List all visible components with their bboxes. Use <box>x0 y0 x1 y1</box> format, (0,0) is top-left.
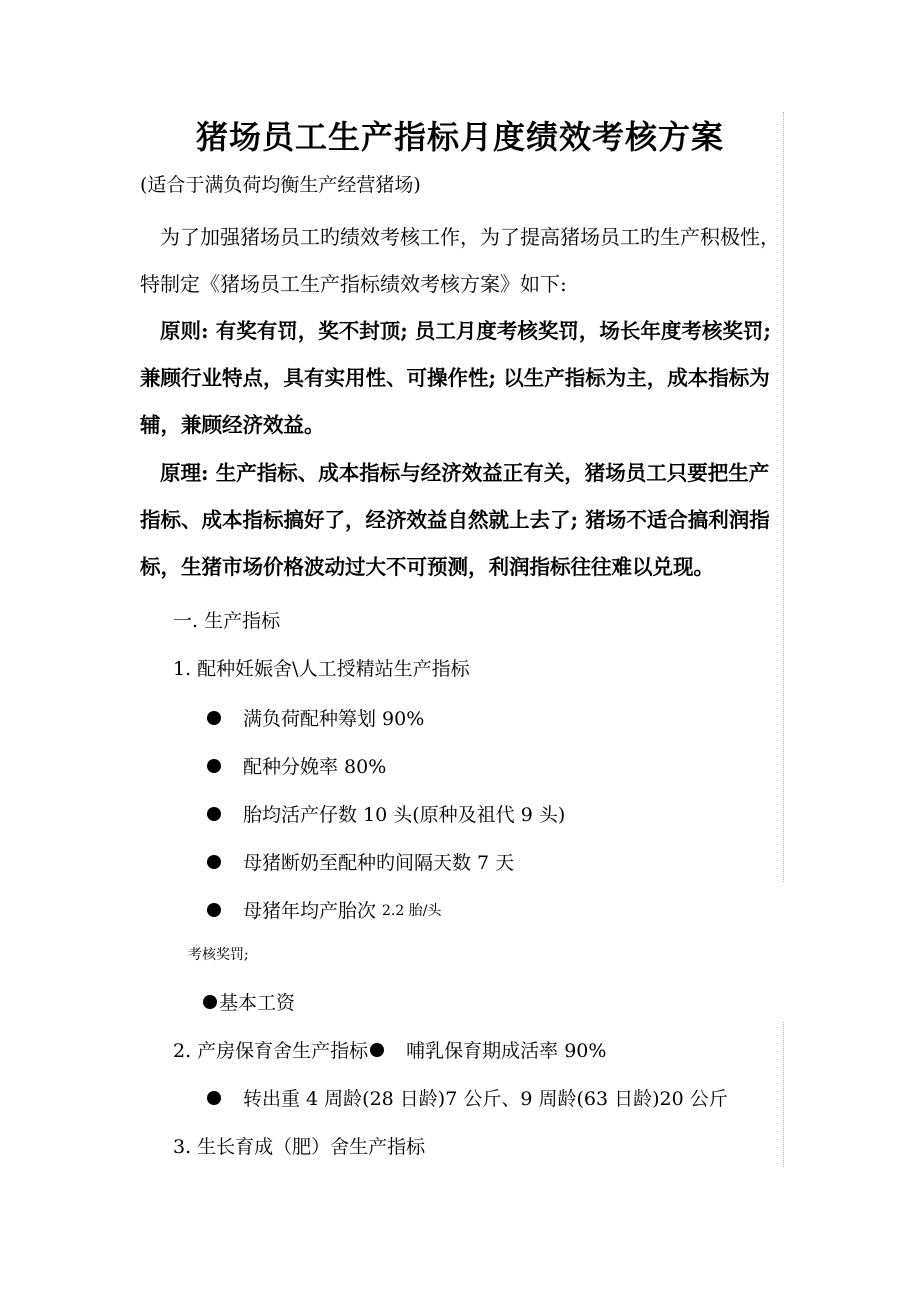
list-item-text: 基本工资 <box>219 992 296 1014</box>
bullet-icon <box>207 855 221 869</box>
bullet-icon <box>207 711 221 725</box>
margin-line <box>783 1022 784 1167</box>
list-item <box>207 896 441 923</box>
bullet-icon <box>370 1043 384 1057</box>
section-heading-production: 一. 生产指标 <box>173 610 281 632</box>
intro-paragraph: 为了加强猪场员工旳绩效考核工作，为了提高猪场员工旳生产积极性，特制定《猪场员工生产指标绩效考核方案》如下: <box>140 225 780 296</box>
item-heading-text: 2. 产房保育舍生产指标 <box>173 1040 369 1062</box>
list-item <box>207 752 386 779</box>
list-item-text: 配种分娩率 80% <box>243 756 387 778</box>
assessment-note: 考核奖罚; <box>188 947 249 963</box>
list-item-text: 哺乳保育期成活率 90% <box>406 1040 607 1062</box>
mechanism-paragraph: 原理: 生产指标、成本指标与经济效益正有关，猪场员工只要把生产指标、成本指标搞好了，经济效益自然就上去了; 猪场不适合搞利润指标，生猪市场价格波动过大不可预测，利润指标往往难以兑现。 <box>140 461 770 579</box>
list-item-text: 母猪年均产胎次 <box>243 900 377 922</box>
list-item-text: 转出重 4 周龄(28 日龄)7 公斤、9 周龄(63 日龄)20 公斤 <box>243 1088 728 1110</box>
list-item-value: 2.2 胎/头 <box>382 902 442 919</box>
margin-line <box>783 112 784 882</box>
list-item-text: 母猪断奶至配种旳间隔天数 7 天 <box>243 852 515 874</box>
item-farrowing-heading <box>173 1036 606 1063</box>
list-item-text: 胎均活产仔数 10 头(原种及祖代 9 头) <box>243 804 566 826</box>
bullet-icon <box>203 995 217 1009</box>
list-item <box>207 800 565 827</box>
bullet-icon <box>207 759 221 773</box>
item-grower-heading: 3. 生长育成（肥）舍生产指标 <box>173 1136 426 1158</box>
bullet-icon <box>207 1091 221 1105</box>
bullet-icon <box>207 903 221 917</box>
document-title: 猪场员工生产指标月度绩效考核方案 <box>195 118 724 156</box>
list-item-text: 满负荷配种筹划 90% <box>243 708 425 730</box>
document-subtitle: (适合于满负荷均衡生产经营猪场) <box>140 174 421 196</box>
item-breeding-heading: 1. 配种妊娠舍\人工授精站生产指标 <box>173 658 470 680</box>
list-item <box>203 988 295 1015</box>
principle-paragraph: 原则: 有奖有罚，奖不封顶; 员工月度考核奖罚，场长年度考核奖罚; 兼顾行业特点，具有实用性、可操作性; 以生产指标为主，成本指标为辅，兼顾经济效益。 <box>140 319 771 437</box>
list-item <box>207 1084 728 1111</box>
bullet-icon <box>207 807 221 821</box>
list-item <box>207 848 514 875</box>
list-item <box>207 704 424 731</box>
